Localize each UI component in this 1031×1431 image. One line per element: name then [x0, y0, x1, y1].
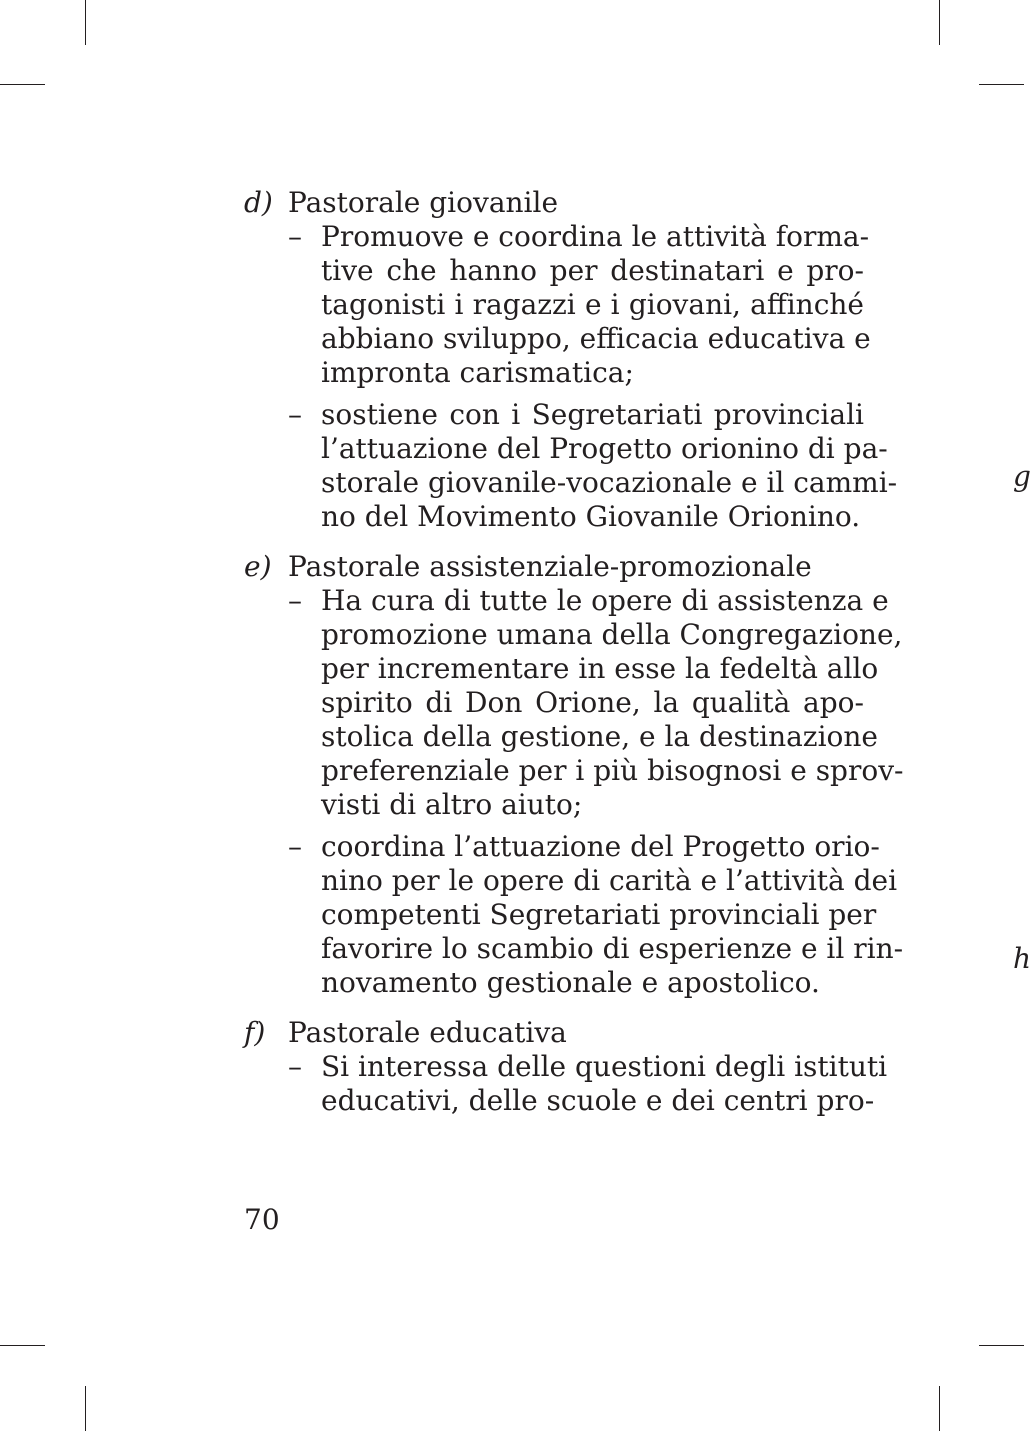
text-line: stolica della gestione, e la destinazione	[321, 720, 878, 753]
list-item	[288, 398, 898, 534]
crop-mark-top-right	[939, 0, 940, 45]
page-number: 70	[244, 1203, 280, 1236]
text-line: sostiene con i Segretariati provinciali	[321, 398, 864, 431]
section-title: Pastorale giovanile	[288, 186, 559, 219]
text-line: l’attuazione del Progetto orionino di pa-	[321, 432, 888, 465]
section-0	[244, 186, 898, 534]
crop-mark-right-top	[979, 84, 1024, 85]
list-dash: –	[288, 398, 302, 431]
list-dash: –	[288, 830, 302, 863]
crop-mark-bottom-right	[939, 1386, 940, 1431]
text-line: preferenziale per i più bisognosi e sprov-	[321, 754, 904, 787]
facing-page-glyph-h: h	[1013, 942, 1031, 975]
text-line: Si interessa delle questioni degli istituti	[321, 1050, 888, 1083]
section-heading	[244, 1016, 864, 1050]
text-line: promozione umana della Congregazione,	[321, 618, 903, 651]
text-line: visti di altro aiuto;	[321, 788, 583, 821]
page-body	[244, 186, 904, 1134]
section-letter: e)	[244, 550, 272, 583]
list-item	[288, 220, 871, 390]
crop-mark-bottom-left	[85, 1386, 86, 1431]
section-heading	[244, 186, 864, 220]
crop-mark-right-bottom	[979, 1345, 1024, 1346]
text-line: Ha cura di tutte le opere di assistenza e	[321, 584, 889, 617]
text-line: tagonisti i ragazzi e i giovani, affinché	[321, 288, 864, 321]
list-dash: –	[288, 584, 302, 617]
text-line: per incrementare in esse la fedeltà allo	[321, 652, 879, 685]
text-line: impronta carismatica;	[321, 356, 634, 389]
section-1	[244, 550, 904, 1000]
text-line: coordina l’attuazione del Progetto orio-	[321, 830, 880, 863]
section-2	[244, 1016, 888, 1118]
section-letter: f)	[244, 1016, 266, 1049]
text-line: competenti Segretariati provinciali per	[321, 898, 877, 931]
crop-mark-left-bottom	[0, 1345, 45, 1346]
text-line: Promuove e coordina le attività forma-	[321, 220, 870, 253]
text-line: educativi, delle scuole e dei centri pro-	[321, 1084, 875, 1117]
list-item	[288, 584, 904, 822]
text-line: no del Movimento Giovanile Orionino.	[321, 500, 861, 533]
text-line: novamento gestionale e apostolico.	[321, 966, 820, 999]
crop-mark-top-left	[85, 0, 86, 45]
list-item	[288, 1050, 888, 1118]
text-line: spirito di Don Orione, la qualità apo-	[321, 686, 864, 719]
section-title: Pastorale educativa	[288, 1016, 567, 1049]
text-line: tive che hanno per destinatari e pro-	[321, 254, 864, 287]
text-line: favorire lo scambio di esperienze e il rin-	[321, 932, 904, 965]
section-heading	[244, 550, 864, 584]
list-dash: –	[288, 1050, 302, 1083]
facing-page-glyph-g: g	[1013, 460, 1031, 493]
section-letter: d)	[244, 186, 273, 219]
text-line: nino per le opere di carità e l’attività dei	[321, 864, 898, 897]
list-dash: –	[288, 220, 302, 253]
crop-mark-left-top	[0, 84, 45, 85]
text-line: abbiano sviluppo, efficacia educativa e	[321, 322, 871, 355]
text-line: storale giovanile-vocazionale e il cammi-	[321, 466, 898, 499]
section-title: Pastorale assistenziale-promozionale	[288, 550, 812, 583]
list-item	[288, 830, 904, 1000]
